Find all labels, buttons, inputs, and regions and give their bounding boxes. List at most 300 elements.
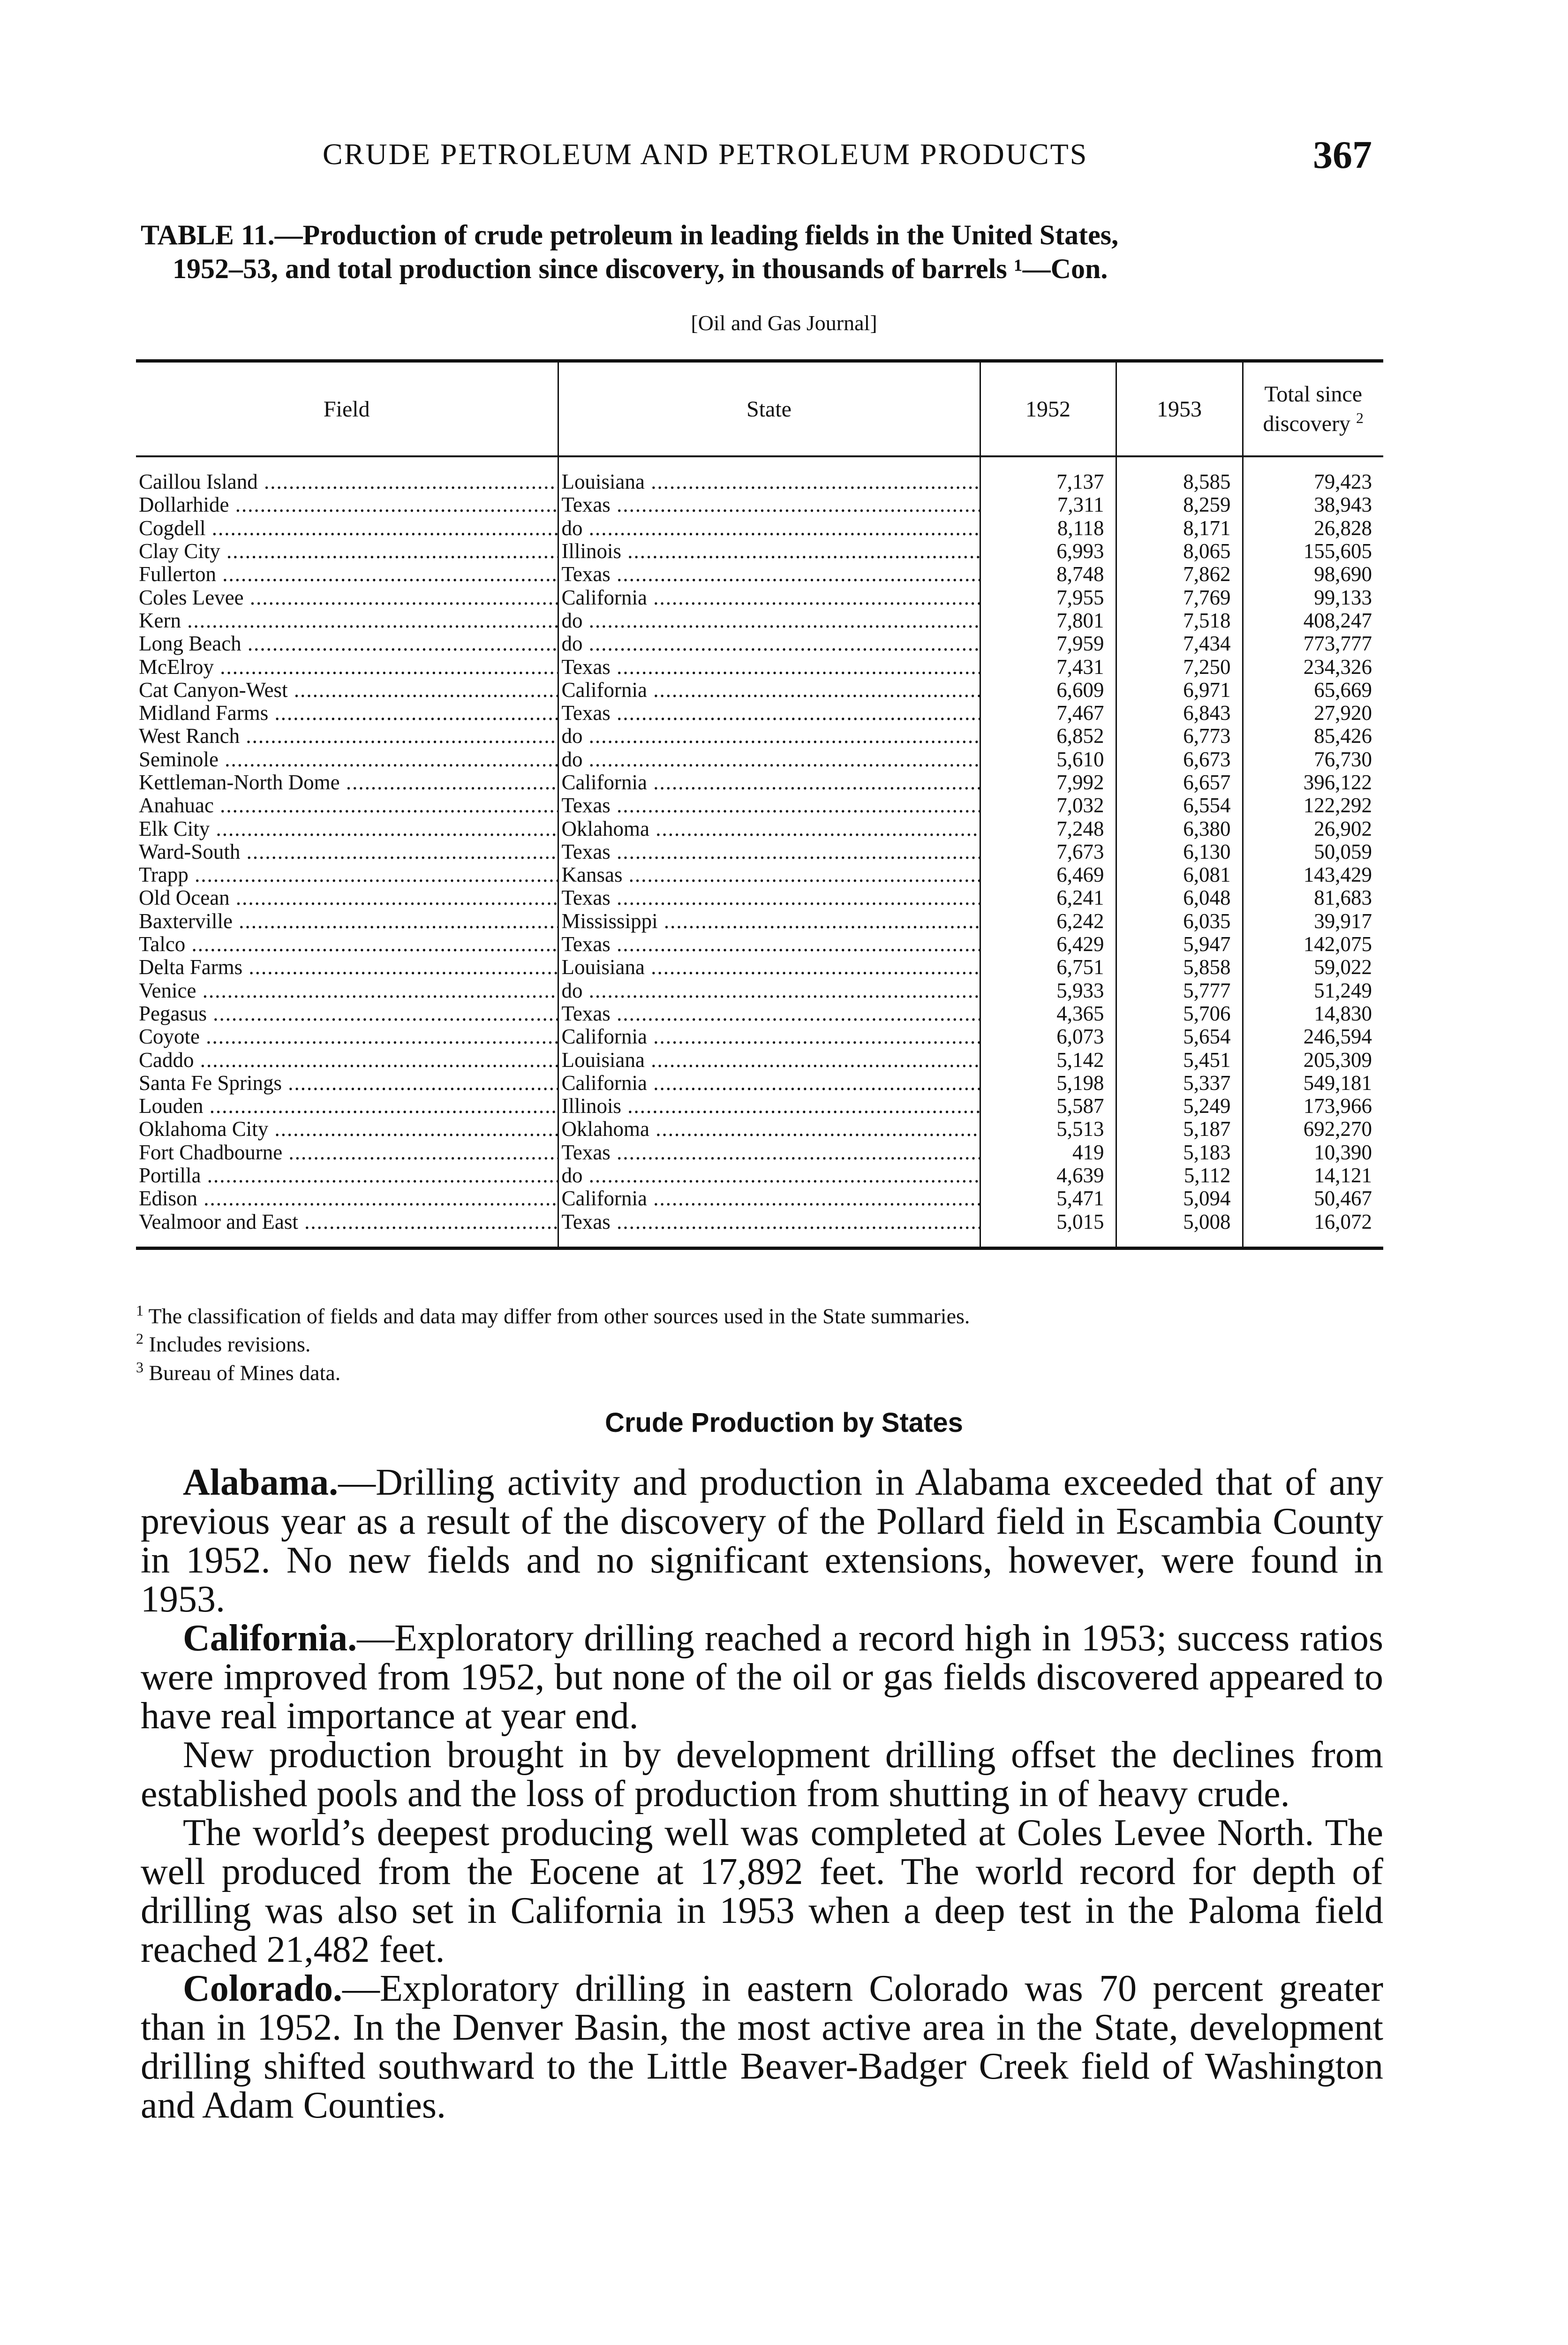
field-text: Fullerton ..... bbox=[139, 563, 558, 586]
total-text: 50,467 bbox=[1314, 1187, 1372, 1210]
total-text: 27,920 bbox=[1314, 701, 1372, 725]
paragraph-text: New production brought in by development drilling offset the declines from established pools and the loss of production from shutting in of heavy crude. bbox=[141, 1734, 1383, 1815]
value-1952-cell bbox=[980, 956, 1116, 979]
value-1953-text: 5,451 bbox=[1183, 1048, 1231, 1072]
value-1952-text: 419 bbox=[1072, 1141, 1104, 1164]
field-cell bbox=[136, 702, 558, 725]
paragraph-lead: Colorado. bbox=[183, 1968, 342, 2009]
total-cell bbox=[1243, 933, 1383, 956]
total-text: 143,429 bbox=[1303, 863, 1372, 887]
paragraph bbox=[141, 1619, 1383, 1736]
value-1953-text: 5,094 bbox=[1183, 1187, 1231, 1210]
value-1953-cell bbox=[1116, 702, 1243, 725]
value-1952-text: 7,801 bbox=[1056, 609, 1104, 632]
total-text: 246,594 bbox=[1303, 1025, 1372, 1049]
field-cell bbox=[136, 1048, 558, 1071]
value-1952-cell bbox=[980, 1002, 1116, 1025]
value-1953-cell bbox=[1116, 1095, 1243, 1118]
state-cell bbox=[558, 563, 980, 586]
state-cell bbox=[558, 609, 980, 632]
state-cell bbox=[558, 632, 980, 655]
state-cell bbox=[558, 725, 980, 748]
footnote-mark: 2 bbox=[136, 1330, 143, 1347]
value-1953-cell bbox=[1116, 817, 1243, 840]
value-1952-cell bbox=[980, 1141, 1116, 1164]
table-row bbox=[136, 1141, 1383, 1164]
state-cell bbox=[558, 1141, 980, 1164]
table-row bbox=[136, 632, 1383, 655]
field-cell bbox=[136, 493, 558, 516]
value-1952-text: 7,032 bbox=[1056, 794, 1104, 817]
value-1953-text: 7,518 bbox=[1183, 609, 1231, 632]
value-1953-text: 5,858 bbox=[1183, 956, 1231, 979]
state-cell bbox=[558, 1002, 980, 1025]
value-1952-text: 4,639 bbox=[1056, 1164, 1104, 1188]
value-1952-text: 5,610 bbox=[1056, 748, 1104, 771]
state-cell bbox=[558, 979, 980, 1002]
value-1952-cell bbox=[980, 517, 1116, 540]
state-text: Texas ..... bbox=[562, 702, 980, 725]
value-1953-cell bbox=[1116, 725, 1243, 748]
field-text: Cogdell ..... bbox=[139, 517, 558, 540]
field-text: Kern ..... bbox=[139, 609, 558, 632]
page-number: 367 bbox=[1313, 133, 1372, 177]
header-state: State bbox=[558, 361, 980, 457]
paragraph bbox=[141, 1463, 1383, 1619]
value-1953-text: 7,862 bbox=[1183, 563, 1231, 586]
total-text: 16,072 bbox=[1314, 1210, 1372, 1233]
total-text: 773,777 bbox=[1303, 632, 1372, 656]
paragraph-text: —Exploratory drilling reached a record high in 1953; success ratios were improved from 1952, but none of the oil or gas fields discovered appeared to have real importance at year end. bbox=[141, 1618, 1383, 1737]
total-cell bbox=[1243, 632, 1383, 655]
value-1953-text: 5,249 bbox=[1183, 1095, 1231, 1118]
table-row bbox=[136, 679, 1383, 702]
field-cell bbox=[136, 956, 558, 979]
state-text: Texas ..... bbox=[562, 563, 980, 586]
value-1953-cell bbox=[1116, 863, 1243, 886]
value-1953-cell bbox=[1116, 840, 1243, 863]
total-cell bbox=[1243, 979, 1383, 1002]
table-caption-line-1: TABLE 11.—Production of crude petroleum in leading fields in the United States, bbox=[141, 219, 1119, 250]
state-cell bbox=[558, 886, 980, 909]
table-row bbox=[136, 1072, 1383, 1095]
field-cell bbox=[136, 1072, 558, 1095]
value-1952-cell bbox=[980, 817, 1116, 840]
table-caption bbox=[141, 218, 1388, 286]
state-text: Illinois ..... bbox=[562, 1095, 980, 1118]
total-text: 408,247 bbox=[1303, 609, 1372, 632]
field-cell bbox=[136, 863, 558, 886]
total-text: 38,943 bbox=[1314, 493, 1372, 517]
state-text: do ..... bbox=[562, 517, 980, 540]
footnote-text: The classification of fields and data may differ from other sources used in the State summaries. bbox=[148, 1304, 970, 1328]
value-1953-cell bbox=[1116, 886, 1243, 909]
total-cell bbox=[1243, 817, 1383, 840]
value-1953-cell bbox=[1116, 1025, 1243, 1048]
value-1952-text: 6,241 bbox=[1056, 886, 1104, 910]
value-1952-text: 5,471 bbox=[1056, 1187, 1104, 1210]
value-1952-cell bbox=[980, 540, 1116, 563]
total-cell bbox=[1243, 609, 1383, 632]
value-1953-text: 5,777 bbox=[1183, 979, 1231, 1002]
table-row bbox=[136, 794, 1383, 817]
value-1953-text: 6,971 bbox=[1183, 678, 1231, 702]
total-text: 99,133 bbox=[1314, 586, 1372, 609]
total-text: 10,390 bbox=[1314, 1141, 1372, 1164]
field-cell bbox=[136, 1025, 558, 1048]
value-1952-text: 5,933 bbox=[1056, 979, 1104, 1002]
value-1953-cell bbox=[1116, 1002, 1243, 1025]
table-row bbox=[136, 702, 1383, 725]
value-1953-text: 7,250 bbox=[1183, 655, 1231, 679]
state-cell bbox=[558, 586, 980, 609]
value-1952-cell bbox=[980, 632, 1116, 655]
value-1952-cell bbox=[980, 1164, 1116, 1187]
field-cell bbox=[136, 540, 558, 563]
state-cell bbox=[558, 1095, 980, 1118]
field-text: Coles Levee ..... bbox=[139, 586, 558, 609]
table-row bbox=[136, 517, 1383, 540]
field-cell bbox=[136, 725, 558, 748]
field-cell bbox=[136, 456, 558, 493]
field-text: Louden ..... bbox=[139, 1095, 558, 1118]
value-1953-text: 8,171 bbox=[1183, 516, 1231, 540]
state-text: Texas ..... bbox=[562, 1141, 980, 1164]
table-caption-line-2: 1952–53, and total production since discovery, in thousands of barrels ¹—Con. bbox=[173, 253, 1108, 284]
table-row bbox=[136, 863, 1383, 886]
value-1953-cell bbox=[1116, 748, 1243, 771]
total-cell bbox=[1243, 679, 1383, 702]
state-cell bbox=[558, 933, 980, 956]
value-1953-text: 6,773 bbox=[1183, 725, 1231, 748]
table-row bbox=[136, 910, 1383, 933]
value-1952-cell bbox=[980, 456, 1116, 493]
value-1953-cell bbox=[1116, 517, 1243, 540]
state-text: California ..... bbox=[562, 1072, 980, 1095]
value-1952-cell bbox=[980, 794, 1116, 817]
value-1953-cell bbox=[1116, 1210, 1243, 1248]
header-total bbox=[1243, 361, 1383, 457]
value-1952-text: 5,587 bbox=[1056, 1095, 1104, 1118]
value-1953-cell bbox=[1116, 679, 1243, 702]
state-text: Louisiana ..... bbox=[562, 470, 980, 493]
field-text: Baxterville ..... bbox=[139, 910, 558, 933]
total-text: 396,122 bbox=[1303, 771, 1372, 794]
value-1952-cell bbox=[980, 725, 1116, 748]
table-row bbox=[136, 748, 1383, 771]
value-1953-text: 6,380 bbox=[1183, 817, 1231, 840]
state-text: Kansas ..... bbox=[562, 863, 980, 886]
table-row bbox=[136, 456, 1383, 493]
field-text: Pegasus ..... bbox=[139, 1002, 558, 1025]
field-text: Kettleman-North Dome ..... bbox=[139, 771, 558, 794]
table-row bbox=[136, 1025, 1383, 1048]
value-1953-text: 5,947 bbox=[1183, 932, 1231, 956]
value-1953-cell bbox=[1116, 1048, 1243, 1071]
value-1952-text: 6,751 bbox=[1056, 956, 1104, 979]
field-cell bbox=[136, 979, 558, 1002]
value-1952-text: 7,992 bbox=[1056, 771, 1104, 794]
total-text: 76,730 bbox=[1314, 748, 1372, 771]
total-text: 692,270 bbox=[1303, 1118, 1372, 1141]
state-text: do ..... bbox=[562, 609, 980, 632]
table-row bbox=[136, 1095, 1383, 1118]
state-text: do ..... bbox=[562, 632, 980, 655]
state-text: Texas ..... bbox=[562, 840, 980, 863]
state-cell bbox=[558, 1072, 980, 1095]
value-1952-cell bbox=[980, 609, 1116, 632]
total-text: 65,669 bbox=[1314, 678, 1372, 702]
field-text: Oklahoma City ..... bbox=[139, 1118, 558, 1141]
value-1953-cell bbox=[1116, 933, 1243, 956]
table-row bbox=[136, 586, 1383, 609]
value-1952-cell bbox=[980, 910, 1116, 933]
value-1952-text: 7,137 bbox=[1056, 470, 1104, 494]
total-cell bbox=[1243, 771, 1383, 794]
field-cell bbox=[136, 1118, 558, 1141]
state-text: do ..... bbox=[562, 725, 980, 748]
total-cell bbox=[1243, 956, 1383, 979]
value-1953-text: 6,035 bbox=[1183, 909, 1231, 933]
value-1953-cell bbox=[1116, 609, 1243, 632]
field-text: Coyote ..... bbox=[139, 1025, 558, 1048]
table-row bbox=[136, 933, 1383, 956]
field-cell bbox=[136, 609, 558, 632]
total-cell bbox=[1243, 748, 1383, 771]
field-cell bbox=[136, 933, 558, 956]
value-1952-text: 8,748 bbox=[1056, 563, 1104, 586]
paragraph bbox=[141, 1736, 1383, 1814]
field-cell bbox=[136, 586, 558, 609]
value-1952-cell bbox=[980, 1095, 1116, 1118]
value-1953-text: 8,585 bbox=[1183, 470, 1231, 494]
value-1953-text: 5,337 bbox=[1183, 1071, 1231, 1095]
value-1953-text: 8,259 bbox=[1183, 493, 1231, 517]
value-1952-text: 7,467 bbox=[1056, 701, 1104, 725]
total-text: 26,902 bbox=[1314, 817, 1372, 840]
paragraph-lead: Alabama. bbox=[183, 1462, 339, 1503]
value-1953-text: 6,657 bbox=[1183, 771, 1231, 794]
value-1953-cell bbox=[1116, 586, 1243, 609]
state-text: Texas ..... bbox=[562, 655, 980, 678]
value-1953-cell bbox=[1116, 910, 1243, 933]
field-text: Caddo ..... bbox=[139, 1048, 558, 1071]
table-row bbox=[136, 979, 1383, 1002]
value-1952-text: 5,198 bbox=[1056, 1071, 1104, 1095]
state-cell bbox=[558, 702, 980, 725]
total-cell bbox=[1243, 1025, 1383, 1048]
state-text: Texas ..... bbox=[562, 886, 980, 909]
total-text: 14,121 bbox=[1314, 1164, 1372, 1188]
table-row bbox=[136, 540, 1383, 563]
total-text: 51,249 bbox=[1314, 979, 1372, 1002]
state-text: Texas ..... bbox=[562, 933, 980, 956]
value-1953-cell bbox=[1116, 771, 1243, 794]
state-cell bbox=[558, 1187, 980, 1210]
total-cell bbox=[1243, 1095, 1383, 1118]
value-1952-cell bbox=[980, 886, 1116, 909]
field-text: Anahuac ..... bbox=[139, 794, 558, 817]
table-row bbox=[136, 1187, 1383, 1210]
total-text: 79,423 bbox=[1314, 470, 1372, 494]
field-cell bbox=[136, 886, 558, 909]
field-cell bbox=[136, 563, 558, 586]
table-row bbox=[136, 1164, 1383, 1187]
total-cell bbox=[1243, 1164, 1383, 1187]
field-text: Elk City ..... bbox=[139, 817, 558, 840]
total-cell bbox=[1243, 725, 1383, 748]
paragraph bbox=[141, 1969, 1383, 2125]
value-1952-text: 5,513 bbox=[1056, 1118, 1104, 1141]
value-1953-text: 5,706 bbox=[1183, 1002, 1231, 1025]
value-1953-cell bbox=[1116, 794, 1243, 817]
body-text bbox=[141, 1463, 1383, 2125]
field-cell bbox=[136, 1164, 558, 1187]
table-row bbox=[136, 609, 1383, 632]
table-row bbox=[136, 1118, 1383, 1141]
value-1952-text: 7,673 bbox=[1056, 840, 1104, 863]
state-cell bbox=[558, 655, 980, 678]
value-1953-cell bbox=[1116, 493, 1243, 516]
state-text: Oklahoma ..... bbox=[562, 1118, 980, 1141]
paragraph-text: The world’s deepest producing well was completed at Coles Levee North. The well produced from the Eocene at 17,892 feet. The world record for depth of drilling was also set in California in 1953 when a deep test in the Paloma field reached 21,482 feet. bbox=[141, 1812, 1383, 1970]
table-row bbox=[136, 956, 1383, 979]
field-cell bbox=[136, 910, 558, 933]
footnotes bbox=[136, 1299, 970, 1384]
paragraph bbox=[141, 1814, 1383, 1969]
field-text: Vealmoor and East ..... bbox=[139, 1210, 558, 1233]
state-text: California ..... bbox=[562, 679, 980, 702]
running-head bbox=[0, 133, 1568, 179]
total-cell bbox=[1243, 586, 1383, 609]
total-text: 549,181 bbox=[1303, 1071, 1372, 1095]
field-cell bbox=[136, 817, 558, 840]
field-text: Dollarhide ..... bbox=[139, 493, 558, 516]
value-1952-cell bbox=[980, 586, 1116, 609]
header-1953: 1953 bbox=[1116, 361, 1243, 457]
state-cell bbox=[558, 840, 980, 863]
table-row bbox=[136, 725, 1383, 748]
table-row bbox=[136, 655, 1383, 678]
field-text: Ward-South ..... bbox=[139, 840, 558, 863]
total-cell bbox=[1243, 456, 1383, 493]
total-cell bbox=[1243, 1072, 1383, 1095]
state-text: Oklahoma ..... bbox=[562, 817, 980, 840]
value-1953-cell bbox=[1116, 456, 1243, 493]
total-text: 50,059 bbox=[1314, 840, 1372, 863]
total-cell bbox=[1243, 1187, 1383, 1210]
table-row bbox=[136, 1210, 1383, 1248]
value-1953-cell bbox=[1116, 1164, 1243, 1187]
value-1952-text: 4,365 bbox=[1056, 1002, 1104, 1025]
field-text: Fort Chadbourne ..... bbox=[139, 1141, 558, 1164]
value-1952-text: 6,609 bbox=[1056, 678, 1104, 702]
state-cell bbox=[558, 910, 980, 933]
value-1953-cell bbox=[1116, 563, 1243, 586]
value-1952-cell bbox=[980, 933, 1116, 956]
total-text: 81,683 bbox=[1314, 886, 1372, 910]
value-1953-text: 6,843 bbox=[1183, 701, 1231, 725]
total-text: 98,690 bbox=[1314, 563, 1372, 586]
field-text: Old Ocean ..... bbox=[139, 886, 558, 909]
field-text: Edison ..... bbox=[139, 1187, 558, 1210]
state-text: California ..... bbox=[562, 1025, 980, 1048]
value-1953-text: 6,673 bbox=[1183, 748, 1231, 771]
state-text: Texas ..... bbox=[562, 1210, 980, 1233]
state-cell bbox=[558, 1118, 980, 1141]
footnote-text: Bureau of Mines data. bbox=[149, 1360, 341, 1384]
total-cell bbox=[1243, 655, 1383, 678]
value-1952-text: 7,311 bbox=[1057, 493, 1104, 517]
value-1952-text: 6,429 bbox=[1056, 932, 1104, 956]
header-total-line-1: Total since bbox=[1264, 381, 1363, 407]
value-1953-cell bbox=[1116, 1118, 1243, 1141]
field-text: Cat Canyon-West ..... bbox=[139, 679, 558, 702]
total-cell bbox=[1243, 702, 1383, 725]
table-row bbox=[136, 817, 1383, 840]
state-text: Mississippi ..... bbox=[562, 910, 980, 933]
value-1952-cell bbox=[980, 748, 1116, 771]
value-1952-text: 7,431 bbox=[1056, 655, 1104, 679]
table-row bbox=[136, 563, 1383, 586]
value-1953-text: 7,434 bbox=[1183, 632, 1231, 656]
value-1953-cell bbox=[1116, 1072, 1243, 1095]
table-source: [Oil and Gas Journal] bbox=[691, 311, 877, 335]
value-1952-cell bbox=[980, 655, 1116, 678]
state-cell bbox=[558, 1210, 980, 1248]
total-text: 234,326 bbox=[1303, 655, 1372, 679]
total-cell bbox=[1243, 794, 1383, 817]
field-text: Talco ..... bbox=[139, 933, 558, 956]
value-1952-cell bbox=[980, 840, 1116, 863]
value-1953-cell bbox=[1116, 956, 1243, 979]
value-1952-text: 8,118 bbox=[1057, 516, 1104, 540]
value-1952-cell bbox=[980, 679, 1116, 702]
field-cell bbox=[136, 1210, 558, 1248]
total-cell bbox=[1243, 1141, 1383, 1164]
value-1952-text: 7,955 bbox=[1056, 586, 1104, 609]
state-text: do ..... bbox=[562, 979, 980, 1002]
field-text: Seminole ..... bbox=[139, 748, 558, 771]
paragraph-text: —Drilling activity and production in Alabama exceeded that of any previous year as a result of the discovery of the Pollard field in Escambia County in 1952. No new fields and no significant extensions, however, were found in 1953. bbox=[141, 1462, 1383, 1620]
field-text: Long Beach ..... bbox=[139, 632, 558, 655]
state-text: Louisiana ..... bbox=[562, 1048, 980, 1071]
value-1952-text: 7,248 bbox=[1056, 817, 1104, 840]
state-text: California ..... bbox=[562, 771, 980, 794]
field-text: Portilla ..... bbox=[139, 1164, 558, 1187]
field-cell bbox=[136, 655, 558, 678]
value-1953-text: 7,769 bbox=[1183, 586, 1231, 609]
state-text: Texas ..... bbox=[562, 493, 980, 516]
value-1952-text: 5,015 bbox=[1056, 1210, 1104, 1233]
value-1952-cell bbox=[980, 979, 1116, 1002]
state-text: California ..... bbox=[562, 1187, 980, 1210]
state-text: Illinois ..... bbox=[562, 540, 980, 563]
value-1953-cell bbox=[1116, 1141, 1243, 1164]
field-text: Venice ..... bbox=[139, 979, 558, 1002]
value-1953-cell bbox=[1116, 655, 1243, 678]
header-total-line-2: discovery bbox=[1263, 411, 1351, 436]
value-1952-text: 6,993 bbox=[1056, 539, 1104, 563]
value-1953-text: 5,112 bbox=[1184, 1164, 1231, 1188]
state-cell bbox=[558, 817, 980, 840]
section-heading: Crude Production by States bbox=[605, 1407, 963, 1438]
value-1952-cell bbox=[980, 771, 1116, 794]
footnote-mark: 3 bbox=[136, 1358, 143, 1376]
value-1953-text: 5,654 bbox=[1183, 1025, 1231, 1049]
total-text: 155,605 bbox=[1303, 539, 1372, 563]
footnote bbox=[136, 1299, 970, 1327]
